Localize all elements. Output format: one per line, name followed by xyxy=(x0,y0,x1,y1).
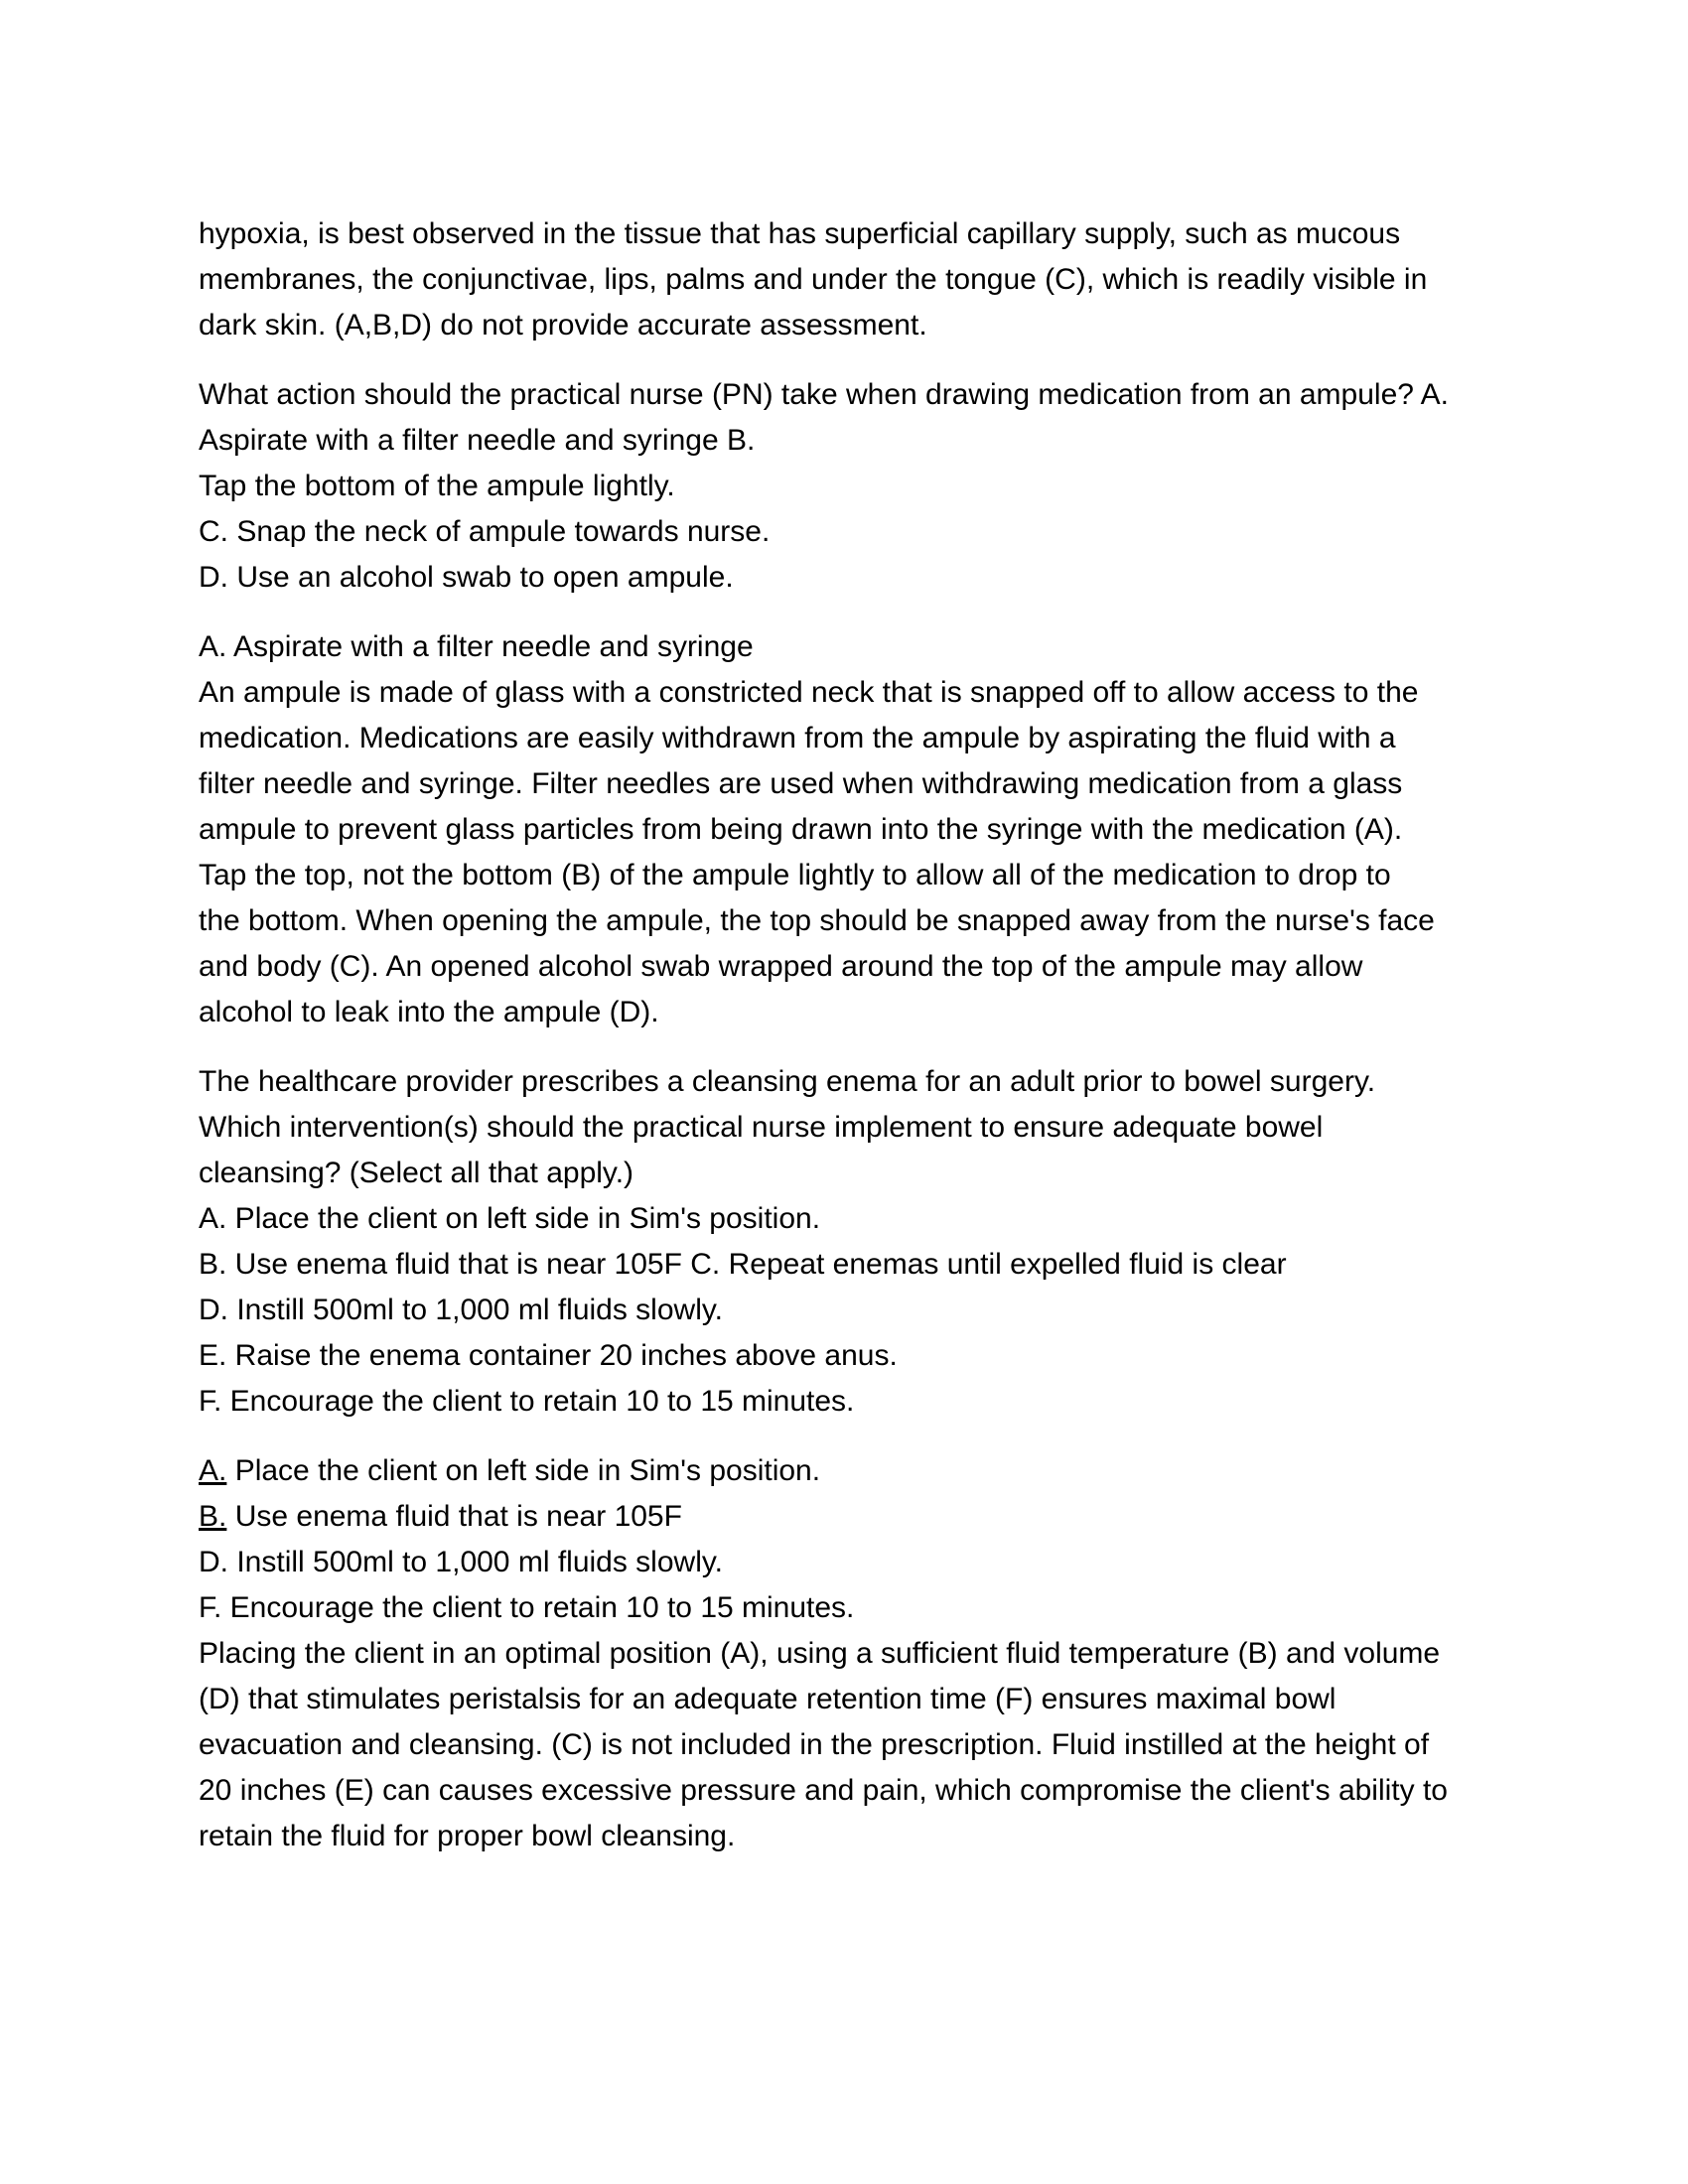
question-option: F. Encourage the client to retain 10 to 15 minutes. xyxy=(199,1385,855,1418)
text-line: membranes, the conjunctivae, lips, palms and under the tongue (C), which is readily visible in xyxy=(199,263,1428,296)
rationale-line: (D) that stimulates peristalsis for an adequate retention time (F) ensures maximal bowl xyxy=(199,1683,1336,1715)
text-line: dark skin. (A,B,D) do not provide accurate assessment. xyxy=(199,309,927,341)
question-option: A. Place the client on left side in Sim's position. xyxy=(199,1202,821,1235)
rationale-line: Placing the client in an optimal position (A), using a sufficient fluid temperature (B) and volume xyxy=(199,1637,1441,1670)
answer-choice: F. Encourage the client to retain 10 to 15 minutes. xyxy=(199,1591,855,1624)
question-ampule xyxy=(199,372,1489,601)
question-option: D. Use an alcohol swab to open ampule. xyxy=(199,561,734,594)
rationale-line: alcohol to leak into the ampule (D). xyxy=(199,996,659,1028)
question-option: D. Instill 500ml to 1,000 ml fluids slowly. xyxy=(199,1294,723,1326)
document-page xyxy=(199,211,1489,1859)
answer-choice: D. Instill 500ml to 1,000 ml fluids slowly. xyxy=(199,1546,723,1578)
rationale-line: evacuation and cleansing. (C) is not included in the prescription. Fluid instilled at the height of xyxy=(199,1728,1430,1761)
answer-ampule xyxy=(199,624,1489,1035)
answer-text: Place the client on left side in Sim's position. xyxy=(226,1454,821,1487)
question-option: E. Raise the enema container 20 inches above anus. xyxy=(199,1339,898,1372)
text-line: hypoxia, is best observed in the tissue that has superficial capillary supply, such as mucous xyxy=(199,217,1401,250)
rationale-line: 20 inches (E) can causes excessive pressure and pain, which compromise the client's ability to xyxy=(199,1774,1448,1807)
paragraph-hypoxia xyxy=(199,211,1489,348)
answer-choice: A. Aspirate with a filter needle and syringe xyxy=(199,630,754,663)
question-option: B. Use enema fluid that is near 105F C. Repeat enemas until expelled fluid is clear xyxy=(199,1248,1287,1281)
question-stem: cleansing? (Select all that apply.) xyxy=(199,1157,634,1189)
answer-text: Use enema fluid that is near 105F xyxy=(226,1500,682,1533)
rationale-line: retain the fluid for proper bowl cleansing. xyxy=(199,1820,736,1852)
answer-marker: A. xyxy=(199,1454,227,1487)
answer-marker: B. xyxy=(199,1500,227,1533)
answer-enema xyxy=(199,1448,1489,1859)
rationale-line: An ampule is made of glass with a constricted neck that is snapped off to allow access to the xyxy=(199,676,1419,709)
rationale-line: medication. Medications are easily withdrawn from the ampule by aspirating the fluid with a xyxy=(199,722,1396,754)
rationale-line: filter needle and syringe. Filter needles are used when withdrawing medication from a glass xyxy=(199,767,1403,800)
question-option: Aspirate with a filter needle and syringe B. xyxy=(199,424,756,457)
answer-choice xyxy=(199,1494,1489,1540)
question-option: C. Snap the neck of ampule towards nurse. xyxy=(199,515,771,548)
rationale-line: and body (C). An opened alcohol swab wrapped around the top of the ampule may allow xyxy=(199,950,1363,983)
rationale-line: Tap the top, not the bottom (B) of the ampule lightly to allow all of the medication to drop to xyxy=(199,859,1391,891)
rationale-line: ampule to prevent glass particles from being drawn into the syringe with the medication (A). xyxy=(199,813,1403,846)
question-option: Tap the bottom of the ampule lightly. xyxy=(199,470,675,502)
question-enema xyxy=(199,1059,1489,1425)
question-stem: Which intervention(s) should the practical nurse implement to ensure adequate bowel xyxy=(199,1111,1324,1144)
rationale-line: the bottom. When opening the ampule, the top should be snapped away from the nurse's face xyxy=(199,904,1435,937)
answer-choice xyxy=(199,1448,1489,1494)
question-stem: What action should the practical nurse (PN) take when drawing medication from an ampule? A. xyxy=(199,378,1449,411)
question-stem: The healthcare provider prescribes a cleansing enema for an adult prior to bowel surgery. xyxy=(199,1065,1376,1098)
